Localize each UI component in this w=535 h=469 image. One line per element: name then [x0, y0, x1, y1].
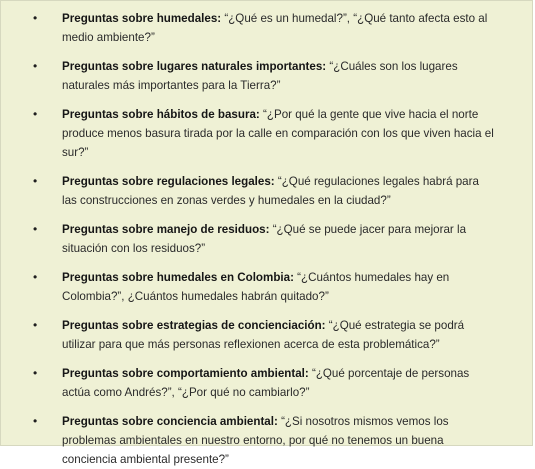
list-item — [33, 268, 496, 306]
list-item — [33, 316, 496, 354]
list-item — [33, 220, 496, 258]
item-text: “¿Qué porcentaje de personas actúa como Andrés?”, “¿Por qué no cambiarlo?” — [62, 367, 470, 399]
bullet-icon: • — [33, 174, 38, 188]
item-lead: Preguntas sobre humedales: — [62, 12, 222, 25]
bullet-icon: • — [33, 270, 38, 284]
item-text: “¿Qué se puede jacer para mejorar la situación con los residuos?” — [62, 223, 467, 255]
item-lead: Preguntas sobre conciencia ambiental: — [62, 415, 278, 428]
bullet-icon: • — [33, 318, 38, 332]
item-text: “¿Cuáles son los lugares naturales más importantes para la Tierra?” — [62, 60, 458, 92]
item-lead: Preguntas sobre hábitos de basura: — [62, 108, 260, 121]
bullet-icon: • — [33, 414, 38, 428]
item-lead: Preguntas sobre manejo de residuos: — [62, 223, 270, 236]
item-text: “¿Por qué la gente que vive hacia el norte produce menos basura tirada por la calle en comparación con los que viven hacia el sur?” — [62, 108, 494, 159]
list-item — [33, 57, 496, 95]
item-lead: Preguntas sobre lugares naturales importantes: — [62, 60, 327, 73]
list-item — [33, 364, 496, 402]
bullet-icon: • — [33, 11, 38, 25]
item-text: “¿Si nosotros mismos vemos los problemas ambientales en nuestro entorno, por qué no tenemos un buena conciencia ambiental presente?” — [62, 415, 449, 466]
item-text: “¿Qué regulaciones legales habrá para las construcciones en zonas verdes y humedales en la ciudad?” — [62, 175, 479, 207]
item-lead: Preguntas sobre humedales en Colombia: — [62, 271, 294, 284]
item-text: “¿Qué estrategia se podrá utilizar para que más personas reflexionen acerca de esta problemática?” — [62, 319, 465, 351]
list-item — [33, 172, 496, 210]
list-item — [33, 9, 496, 47]
item-text: “¿Cuántos humedales hay en Colombia?”, ¿Cuántos humedales habrán quitado?” — [62, 271, 450, 303]
list-item — [33, 412, 496, 469]
item-lead: Preguntas sobre comportamiento ambiental: — [62, 367, 309, 380]
item-lead: Preguntas sobre regulaciones legales: — [62, 175, 275, 188]
questions-list — [33, 9, 496, 469]
bullet-icon: • — [33, 107, 38, 121]
bullet-icon: • — [33, 59, 38, 73]
list-item — [33, 105, 496, 162]
bullet-icon: • — [33, 222, 38, 236]
item-text: “¿Qué es un humedal?”, “¿Qué tanto afecta esto al medio ambiente?” — [62, 12, 488, 44]
bullet-icon: • — [33, 366, 38, 380]
item-lead: Preguntas sobre estrategias de concienciación: — [62, 319, 326, 332]
